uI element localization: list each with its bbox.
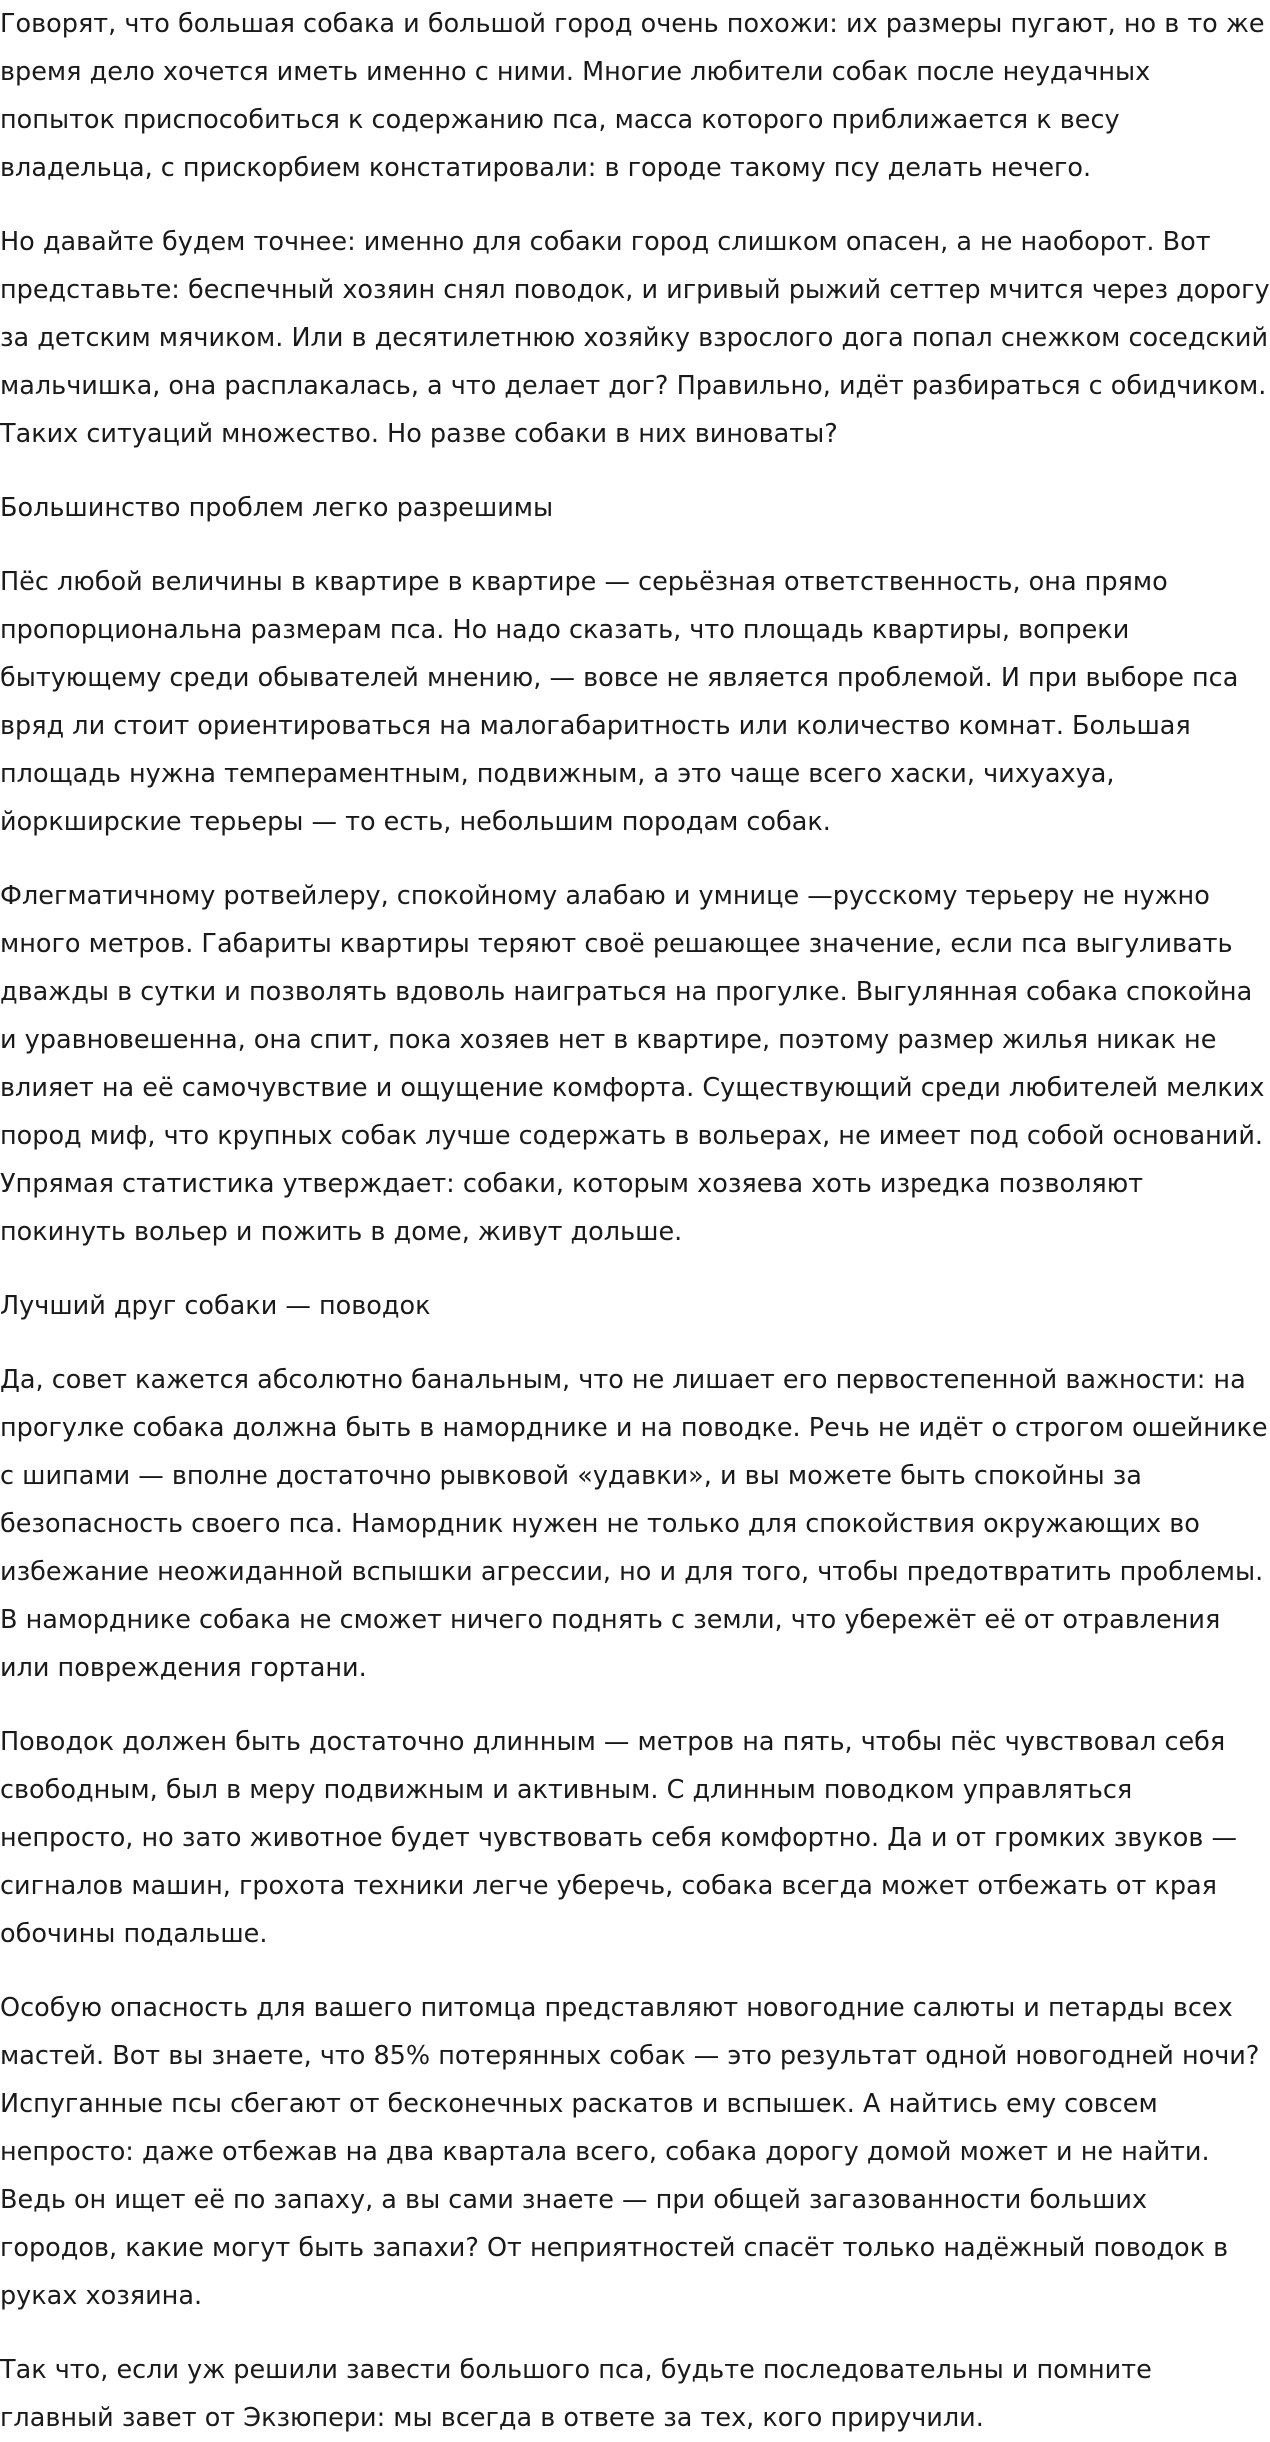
subheading-problems-solvable: Большинство проблем легко разрешимы (0, 493, 554, 523)
paragraph-fireworks: Особую опасность для вашего питомца представляют новогодние салюты и петарды всех мастей. Вот вы знаете, что 85% потерянных собак — это результат одной новогодней ночи? Испуганные псы сбегают от бесконечных раскатов и вспышек. А найтись ему совсем непросто: даже отбежав на два квартала всего, собака дорогу домой может и не найти. Ведь он ищет её по запаху, а вы сами знаете — при общей загазованности больших городов, какие могут быть запахи? От неприятностей спасёт только надёжный поводок в руках хозяина. (0, 1993, 1260, 2311)
paragraph-intro: Говорят, что большая собака и большой город очень похожи: их размеры пугают, но в то же время дело хочется иметь именно с ними. Многие любители собак после неудачных попыток приспособиться к содержанию пса, масса которого приближается к весу владельца, с прискорбием констатировали: в городе такому псу делать нечего. (0, 9, 1265, 183)
paragraph-muzzle-leash: Да, совет кажется абсолютно банальным, что не лишает его первостепенной важности: на прогулке собака должна быть в наморднике и на поводке. Речь не идёт о строгом ошейнике с шипами — вполне достаточно рывковой «удавки», и вы можете быть спокойны за безопасность своего пса. Намордник нужен не только для спокойствия окружающих во избежание неожиданной вспышки агрессии, но и для того, чтобы предотвратить проблемы. В наморднике собака не сможет ничего поднять с земли, что убережёт её от отравления или повреждения гортани. (0, 1365, 1268, 1683)
paragraph-long-leash: Поводок должен быть достаточно длинным — метров на пять, чтобы пёс чувствовал себя свободным, был в меру подвижным и активным. С длинным поводком управляться непросто, но зато животное будет чувствовать себя комфортно. Да и от громких звуков — сигналов машин, грохота техники легче уберечь, собака всегда может отбежать от края обочины подальше. (0, 1727, 1238, 1949)
paragraph-conclusion: Так что, если уж решили завести большого пса, будьте последовательны и помните главный завет от Экзюпери: мы всегда в ответе за тех, кого приручили. (0, 2355, 1152, 2433)
paragraph-city-danger: Но давайте будем точнее: именно для собаки город слишком опасен, а не наоборот. Вот представьте: беспечный хозяин снял поводок, и игривый рыжий сеттер мчится через дорогу за детским мячиком. Или в десятилетнюю хозяйку взрослого дога попал снежком соседский мальчишка, она расплакалась, а что делает дог? Правильно, идёт разбираться с обидчиком. Таких ситуаций множество. Но разве собаки в них виноваты? (0, 227, 1270, 449)
subheading-leash: Лучший друг собаки — поводок (0, 1291, 431, 1321)
paragraph-apartment-size: Пёс любой величины в квартире в квартире — серьёзная ответственность, она прямо пропорциональна размерам пса. Но надо сказать, что площадь квартиры, вопреки бытующему среди обывателей мнению, — вовсе не является проблемой. И при выборе пса вряд ли стоит ориентироваться на малогабаритность или количество комнат. Большая площадь нужна темпераментным, подвижным, а это чаще всего хаски, чихуахуа, йоркширские терьеры — то есть, небольшим породам собак. (0, 567, 1239, 837)
paragraph-calm-breeds: Флегматичному ротвейлеру, спокойному алабаю и умнице —русскому терьеру не нужно много метров. Габариты квартиры теряют своё решающее значение, если пса выгуливать дважды в сутки и позволять вдоволь наиграться на прогулке. Выгулянная собака спокойна и уравновешенна, она спит, пока хозяев нет в квартире, поэтому размер жилья никак не влияет на её самочувствие и ощущение комфорта. Существующий среди любителей мелких пород миф, что крупных собак лучше содержать в вольерах, не имеет под собой оснований. Упрямая статистика утверждает: собаки, которым хозяева хоть изредка позволяют покинуть вольер и пожить в доме, живут дольше. (0, 881, 1265, 1247)
